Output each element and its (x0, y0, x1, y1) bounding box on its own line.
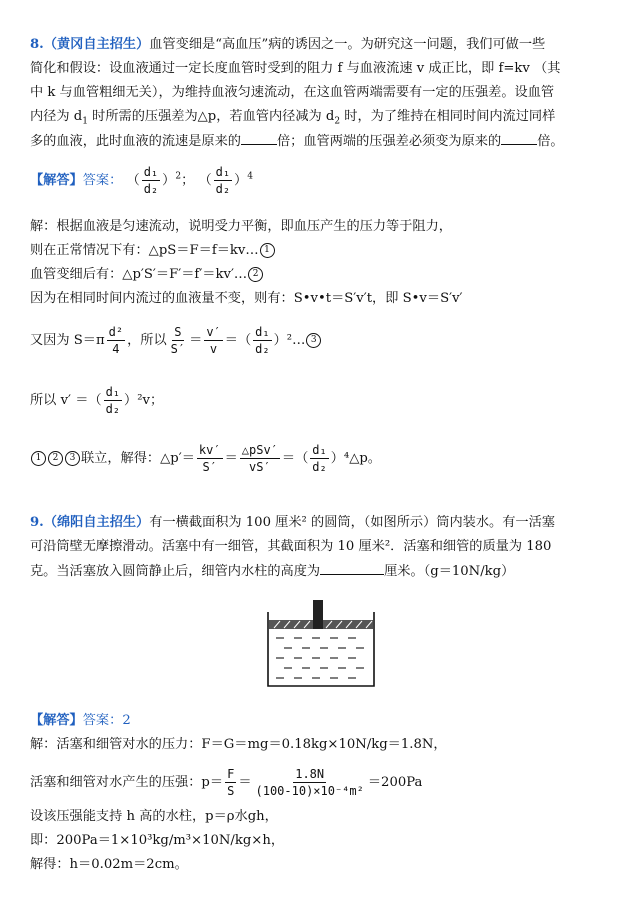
p9-number: 9. (30, 515, 44, 530)
p8-text: 联立，解得：△p′＝ (81, 451, 195, 466)
frac-num: kv′ (198, 443, 221, 457)
frac-num: d₁ (255, 325, 270, 339)
fraction-d1-d2 (253, 324, 271, 357)
subscript: 1 (82, 116, 88, 127)
fraction (254, 766, 366, 799)
p9-sol-5: 解得：h＝0.02m＝2cm。 (30, 857, 188, 872)
answer-blank (320, 562, 384, 575)
frac-num: d₁ (312, 443, 327, 457)
frac-den: d₂ (143, 182, 159, 196)
frac-den: d₂ (312, 460, 327, 474)
fraction (197, 442, 223, 475)
circled-number: 3 (65, 451, 80, 466)
p8-text: 血管变细是“高血压”病的诱因之一。为研究这一问题，我们可做一些 (149, 37, 546, 52)
frac-num: F (227, 767, 235, 781)
circled-number: 2 (248, 267, 263, 282)
answer-word: 答案： (82, 173, 123, 188)
p8-sol-7 (30, 442, 612, 475)
p9-sol-1: 解：活塞和细管对水的压力：F＝G＝mg＝0.18kg×10N/kg＝1.8N， (30, 737, 447, 752)
cylinder-piston-figure (260, 598, 382, 690)
p8-text: ）²v； (124, 393, 164, 408)
answer-value: 2 (122, 713, 131, 728)
frac-num: d₁ (215, 165, 231, 179)
p8-sol-2 (30, 242, 612, 260)
p8-number: 8. (30, 37, 44, 52)
p8-line-2: 简化和假设：设血液通过一定长度血管时受到的阻力 f 与血液流速 v 成正比，即 f=kv （其 (30, 61, 561, 76)
p8-line-1 (30, 36, 612, 54)
exponent: 4 (247, 171, 254, 182)
frac-num: d₁ (105, 385, 121, 399)
p8-text: ）²… (273, 333, 306, 348)
frac-den: d₂ (105, 402, 121, 416)
p8-text: ＝ (189, 333, 203, 348)
fraction-d1-d2 (104, 384, 122, 417)
p8-sol-5 (30, 324, 612, 357)
frac-num: v′ (206, 325, 221, 339)
fraction (107, 324, 125, 357)
answer-label: 【解答】 (30, 713, 83, 728)
fraction (240, 442, 280, 475)
frac-num: S (174, 325, 182, 339)
frac-num: 1.8N (295, 767, 325, 781)
p9-text: ＝200Pa (367, 775, 423, 790)
p9-source: （绵阳自主招生） (43, 515, 150, 530)
answer-blank (501, 132, 537, 145)
p9-text: 厘米。（g＝10N/kg） (384, 564, 515, 579)
p9-line-3 (30, 562, 612, 581)
paren: ） (162, 173, 176, 188)
subscript: 2 (334, 116, 341, 127)
frac-den: (100-10)×10⁻⁴m² (255, 784, 364, 798)
frac-num: d² (108, 325, 124, 339)
p8-text: ＝（ (224, 333, 252, 348)
circled-number: 2 (48, 451, 63, 466)
circled-number: 1 (260, 243, 275, 258)
frac-num: d₁ (143, 165, 159, 179)
p8-text: ＝ (224, 451, 238, 466)
p9-sol-4: 即：200Pa＝1×10³kg/m³×10N/kg×h， (30, 833, 285, 848)
p9-line-2: 可沿筒壁无摩擦滑动。活塞中有一细管，其截面积为 10 厘米²．活塞和细管的质量为 180 (30, 539, 552, 554)
p8-text: ＝（ (281, 451, 309, 466)
fraction (169, 324, 187, 357)
fraction-d1-d2 (214, 164, 232, 197)
frac-den: S (227, 784, 235, 798)
frac-den: v (209, 342, 218, 356)
p8-text: ，所以 (127, 333, 167, 348)
fraction (225, 766, 236, 799)
fraction-d1-d2 (310, 442, 328, 475)
fraction (204, 324, 222, 357)
p8-text: 倍；血管两端的压强差必须变为原来的 (277, 134, 502, 149)
frac-den: d₂ (215, 182, 231, 196)
paren: ） (234, 173, 248, 188)
fraction-d1-d2 (142, 164, 160, 197)
answer-word: 答案： (82, 713, 123, 728)
p8-text: 时所需的压强差为△p，若血管内径减为 d (87, 109, 335, 124)
frac-den: S′ (170, 342, 186, 356)
p8-text: 多的血液，此时血液的流速是原来的 (30, 134, 241, 149)
p8-text: 则在正常情况下有：△pS＝F＝f＝kv… (30, 243, 259, 258)
p9-sol-3: 设该压强能支持 h 高的水柱，p＝ρ水gh， (30, 809, 278, 824)
frac-den: d₂ (255, 342, 270, 356)
frac-num: △pSv′ (241, 443, 278, 457)
p8-answer-line (30, 164, 612, 197)
p8-sol-6 (30, 384, 612, 417)
p8-line-3: 中 k 与血管粗细无关），为维持血液匀速流动，在这血管两端需要有一定的压强差。设血管 (30, 85, 555, 100)
p9-text: 有一横截面积为 100 厘米² 的圆筒，（如图所示）筒内装水。有一活塞 (149, 515, 555, 530)
p9-answer-line (30, 712, 612, 730)
p9-line-1 (30, 514, 612, 532)
water-dashes (276, 638, 364, 678)
p8-line-4 (30, 108, 612, 126)
p8-sol-4: 因为在相同时间内流过的血液量不变，则有：S•v•t＝S′v′t，即 S•v＝S′v′ (30, 291, 463, 306)
p9-text: ＝ (238, 775, 252, 790)
answer-blank (241, 132, 277, 145)
p8-text: 所以 v′ ＝（ (30, 393, 102, 408)
thin-tube (313, 600, 323, 629)
p9-text: 活塞和细管对水产生的压强：p＝ (30, 775, 224, 790)
circled-number: 1 (31, 451, 46, 466)
paren: （ (198, 173, 212, 188)
frac-den: 4 (112, 342, 120, 356)
separator: ； (181, 173, 195, 188)
p8-line-5 (30, 132, 612, 151)
p8-sol-1: 解：根据血液是匀速流动，说明受力平衡，即血压产生的压力等于阻力， (30, 219, 452, 234)
p8-text: 又因为 S＝π (30, 333, 105, 348)
p9-sol-2 (30, 766, 612, 799)
frac-den: S′ (202, 460, 217, 474)
p8-text: 倍。 (537, 134, 564, 149)
p8-text: ）⁴△p。 (330, 451, 381, 466)
exponent: 2 (175, 171, 182, 182)
paren: （ (126, 173, 140, 188)
answer-label: 【解答】 (30, 173, 83, 188)
p9-text: 克。当活塞放入圆筒静止后，细管内水柱的高度为 (30, 564, 321, 579)
p8-sol-3 (30, 266, 612, 284)
p8-source: （黄冈自主招生） (43, 37, 150, 52)
p8-text: 内径为 d (30, 109, 83, 124)
circled-number: 3 (306, 333, 321, 348)
p8-text: 时，为了维持在相同时间内流过同样 (340, 109, 556, 124)
p8-text: 血管变细后有：△p′S′＝F′＝f′＝kv′… (30, 267, 248, 282)
frac-den: vS′ (248, 460, 271, 474)
